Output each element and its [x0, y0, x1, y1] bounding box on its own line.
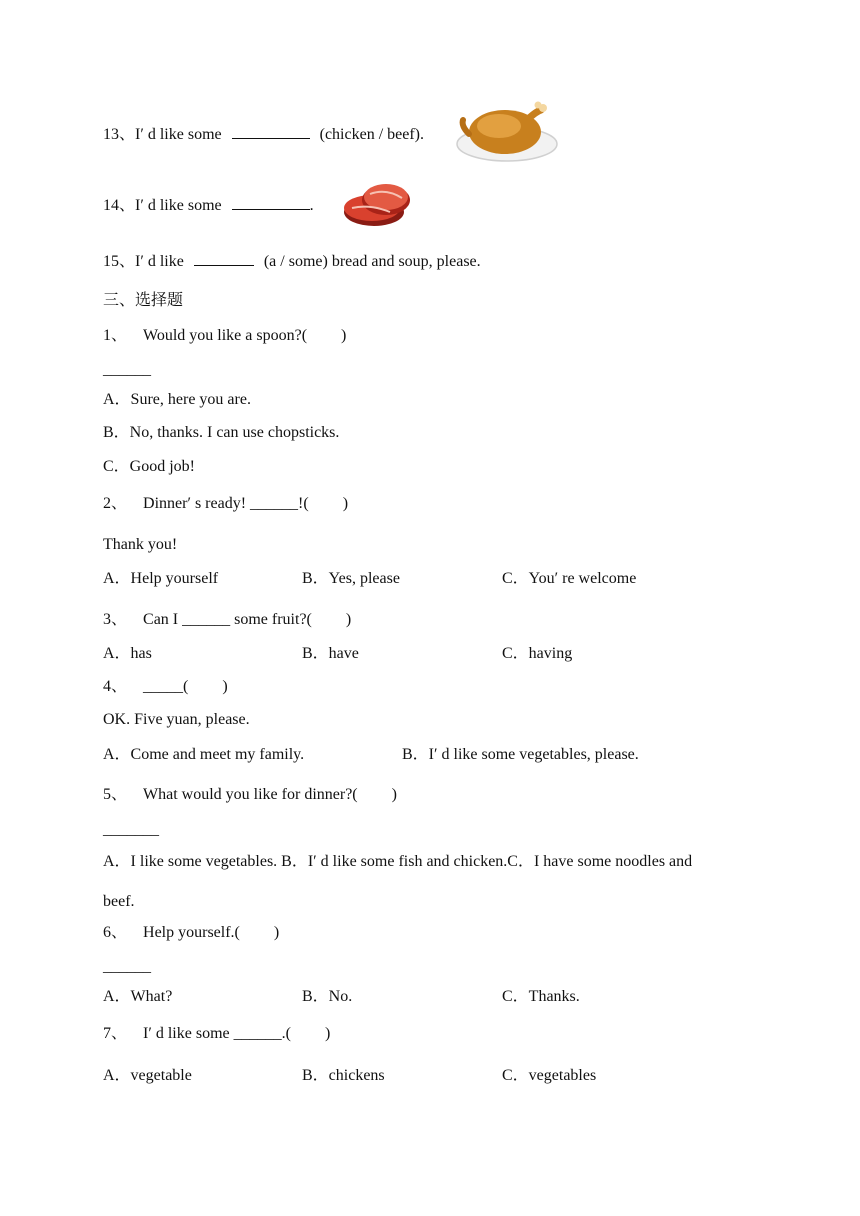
question-number: 7、 [103, 1025, 128, 1042]
question-close: ) [273, 924, 280, 941]
question-close: ) [342, 495, 349, 512]
question-text: Would you like a spoon?( [143, 327, 308, 344]
question-text: What would you like for dinner?( [143, 786, 358, 803]
question-number: 15、 [103, 253, 136, 270]
options-line[interactable]: A．I like some vegetables. B．I′ d like some fish and chicken.C．I have some noodles and [103, 853, 693, 870]
question-close: ) [345, 611, 352, 628]
question-15 [103, 251, 481, 272]
question-text: _____( [143, 678, 189, 695]
option-a[interactable]: A．has [103, 645, 152, 662]
options-line-continued[interactable]: beef. [103, 893, 135, 910]
question-number: 4、 [103, 678, 128, 695]
question-2 [103, 494, 348, 514]
option-c[interactable]: C．having [502, 645, 573, 662]
question-text: Can I ______ some fruit?( [143, 611, 312, 628]
option-c[interactable]: C．You′ re welcome [502, 570, 637, 587]
question-4 [103, 677, 228, 697]
question-1 [103, 326, 346, 346]
answer-blank[interactable] [232, 124, 310, 139]
question-text: Help yourself.( [143, 924, 240, 941]
option-c[interactable]: C．vegetables [502, 1067, 597, 1084]
question-7 [103, 1024, 330, 1044]
option-b[interactable]: B．No, thanks. I can use chopsticks. [103, 424, 340, 441]
option-a[interactable]: A．What? [103, 988, 173, 1005]
answer-line: Thank you! [103, 536, 178, 553]
question-prefix: I′ d like some [135, 126, 222, 143]
answer-blank[interactable] [194, 251, 254, 266]
answer-blank-line[interactable]: _______ [103, 821, 159, 838]
question-6 [103, 923, 279, 943]
question-number: 5、 [103, 786, 128, 803]
option-a[interactable]: A．Come and meet my family. [103, 746, 305, 763]
section-title: 三、选择题 [103, 292, 184, 309]
question-number: 3、 [103, 611, 128, 628]
question-number: 2、 [103, 495, 128, 512]
option-a[interactable]: A．Sure, here you are. [103, 391, 251, 408]
option-c[interactable]: C．Good job! [103, 458, 196, 475]
question-text: Dinner′ s ready! ______!( [143, 495, 309, 512]
question-number: 13、 [103, 126, 136, 143]
question-prefix: I′ d like some [135, 197, 222, 214]
option-b[interactable]: B．Yes, please [302, 570, 400, 587]
answer-blank[interactable] [232, 195, 310, 210]
option-a[interactable]: A．Help yourself [103, 570, 219, 587]
option-b[interactable]: B．chickens [302, 1067, 385, 1084]
roast-chicken-image [455, 100, 560, 166]
question-close: ) [341, 327, 347, 344]
question-3 [103, 610, 351, 630]
option-a[interactable]: A．vegetable [103, 1067, 192, 1084]
answer-line: OK. Five yuan, please. [103, 711, 250, 728]
option-b[interactable]: B．No. [302, 988, 353, 1005]
question-suffix: (a / some) bread and soup, please. [263, 253, 481, 270]
question-14 [103, 195, 314, 216]
option-b[interactable]: B．have [302, 645, 359, 662]
question-number: 14、 [103, 197, 136, 214]
answer-blank-line[interactable]: ______ [103, 958, 151, 975]
question-text: I′ d like some ______.( [143, 1025, 291, 1042]
question-number: 6、 [103, 924, 128, 941]
question-close: ) [391, 786, 397, 803]
answer-blank-line[interactable]: ______ [103, 361, 151, 378]
beef-steak-image [340, 178, 414, 232]
question-13 [103, 124, 424, 145]
question-suffix: (chicken / beef). [319, 126, 424, 143]
question-close: ) [324, 1025, 331, 1042]
question-number: 1、 [103, 327, 128, 344]
option-c[interactable]: C．Thanks. [502, 988, 580, 1005]
option-b[interactable]: B．I′ d like some vegetables, please. [402, 746, 639, 763]
question-5 [103, 785, 397, 805]
question-suffix: . [309, 197, 314, 214]
question-prefix: I′ d like [135, 253, 184, 270]
question-close: ) [222, 678, 228, 695]
